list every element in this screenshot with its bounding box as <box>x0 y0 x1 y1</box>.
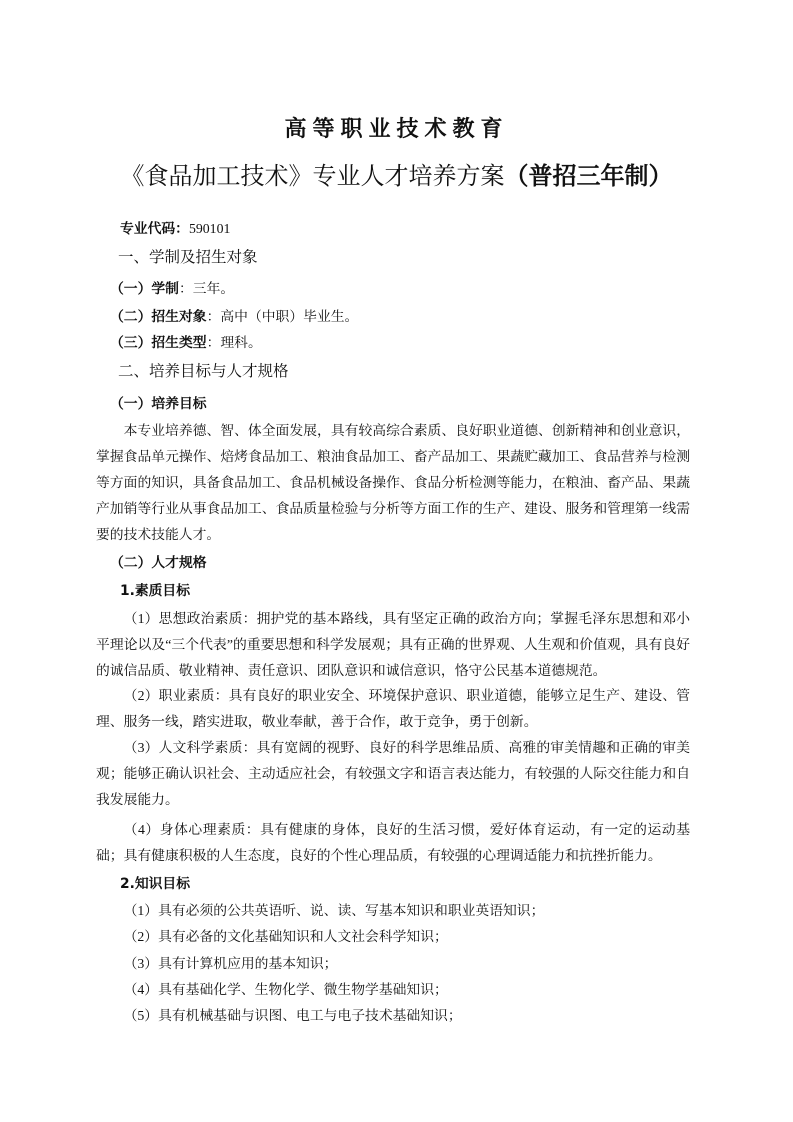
item-value: ：理科。 <box>206 335 262 350</box>
item-enrollment-type <box>110 330 704 356</box>
spec-heading: （二）人才规格 <box>110 555 207 571</box>
document-subtitle <box>0 156 793 191</box>
major-code-label: 专业代码： <box>120 221 189 237</box>
item-enrollment-target <box>110 304 704 330</box>
document-title: 高等职业技术教育 <box>284 117 509 142</box>
quality-heading: 1.素质目标 <box>120 583 191 599</box>
item-schooling <box>110 276 704 302</box>
knowledge-item: （5）具有机械基础与识图、电工与电子技术基础知识； <box>123 1008 462 1023</box>
knowledge-item: （2）具有必备的文化基础知识和人文社会科学知识； <box>123 929 448 944</box>
item-label: （一）学制 <box>110 281 179 297</box>
goal-paragraph: 本专业培养德、智、体全面发展，具有较高综合素质、良好职业道德、创新精神和创业意识，掌握食品单元操作、焙烤食品加工、粮油食品加工、畜产品加工、果蔬贮藏加工、食品营养与检测等方面的知识，具备食品加工、食品机械设备操作、食品分析检测等能力，在粮油、畜产品、果蔬产加销等行业从事食品加工、食品质量检验与分析等方面工作的生产、建设、服务和管理第一线需要的技术技能人才。 <box>96 423 690 542</box>
quality-item: （4）身体心理素质：具有健康的身体，良好的生活习惯，爱好体育运动，有一定的运动基础；具有健康积极的人生态度，良好的个性心理品质，有较强的心理调适能力和抗挫折能力。 <box>96 822 690 863</box>
item-value: ：三年。 <box>178 281 235 296</box>
item-label: （三）招生类型 <box>110 335 207 351</box>
goal-heading: （一）培养目标 <box>110 396 207 412</box>
major-code <box>120 216 714 242</box>
section-heading-2: 二、培养目标与人才规格 <box>118 363 289 380</box>
knowledge-item: （3）具有计算机应用的基本知识； <box>123 956 338 971</box>
quality-item: （3）人文科学素质：具有宽阔的视野、良好的科学思维品质、高雅的审美情趣和正确的审美观；能够正确认识社会、主动适应社会，有较强文字和语言表达能力，有较强的人际交往能力和自我发展能力。 <box>96 740 690 807</box>
item-label: （二）招生对象 <box>110 309 207 325</box>
quality-item: （2）职业素质：具有良好的职业安全、环境保护意识、职业道德，能够立足生产、建设、管理、服务一线，踏实进取，敬业奉献，善于合作，敢于竞争，勇于创新。 <box>96 688 690 729</box>
item-value: ：高中（中职）毕业生。 <box>206 309 359 324</box>
section-heading-1: 一、学制及招生对象 <box>118 249 258 266</box>
knowledge-item: （1）具有必须的公共英语听、说、读、写基本知识和职业英语知识； <box>123 903 545 918</box>
knowledge-heading: 2.知识目标 <box>120 876 191 892</box>
quality-item: （1）思想政治素质：拥护党的基本路线，具有坚定正确的政治方向；掌握毛泽东思想和邓小平理论以及“三个代表”的重要思想和科学发展观；具有正确的世界观、人生观和价值观，具有良好的诚信品质、敬业精神、责任意识、团队意识和诚信意识，恪守公民基本道德规范。 <box>96 611 690 678</box>
knowledge-item: （4）具有基础化学、生物化学、微生物学基础知识； <box>123 982 448 997</box>
subtitle-suffix: （普招三年制） <box>504 162 673 190</box>
major-code-value: 590101 <box>188 221 231 236</box>
subtitle-main: 《食品加工技术》专业人才培养方案 <box>120 164 505 190</box>
